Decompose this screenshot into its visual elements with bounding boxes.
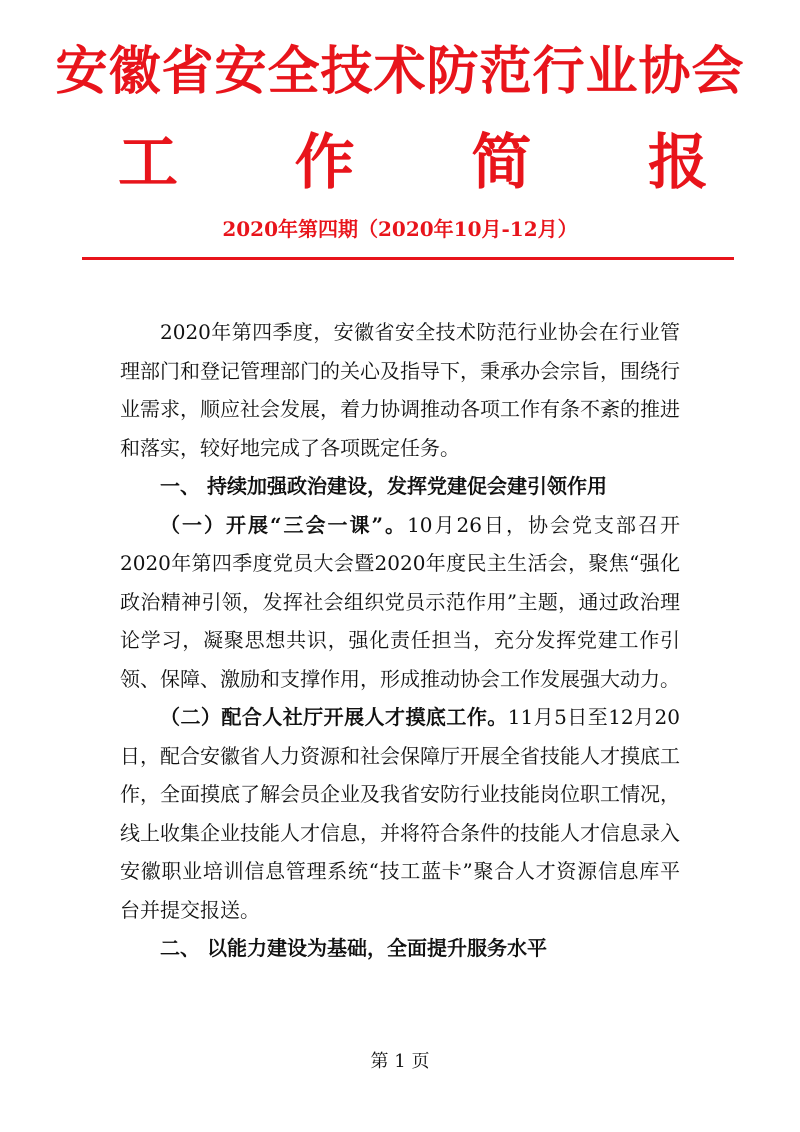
brief-title-char: 简	[471, 128, 532, 198]
page-number: 第 1 页	[370, 1051, 430, 1072]
section-heading: 一、 持续加强政治建设，发挥党建促会建引领作用	[160, 474, 607, 498]
intro-paragraph: 2020年第四季度，安徽省安全技术防范行业协会在行业管理部门和登记管理部门的关心及指导下，秉承办会宗旨，围绕行业需求，顺应社会发展，着力协调推动各项工作有条不紊的推进和落实，较好地完成了各项既定任务。	[120, 320, 680, 460]
header-divider	[82, 257, 734, 260]
brief-title-char: 工	[118, 128, 178, 198]
work-brief-title	[118, 123, 708, 203]
body-paragraph	[120, 506, 680, 699]
section-heading: 二、 以能力建设为基础，全面提升服务水平	[160, 936, 547, 960]
brief-title-char: 作	[294, 128, 355, 198]
body-paragraph	[120, 698, 680, 929]
issue-number: 2020年第四期（2020年10月-12月）	[222, 217, 578, 241]
item-lead: （一）开展“三会一课”。	[160, 512, 408, 537]
item-text: 11月5日至12月20日，配合安徽省人力资源和社会保障厅开展全省技能人才摸底工作，全面摸底了解会员企业及我省安防行业技能岗位职工情况，线上收集企业技能人才信息，并将符合条件的技能人才信息录入安徽职业培训信息管理系统“技工蓝卡”聚合人才资源信息库平台并提交报送。	[120, 705, 681, 922]
organization-title: 安徽省安全技术防范行业协会	[55, 41, 745, 102]
brief-title-char: 报	[647, 128, 708, 198]
item-text: 10月26日，协会党支部召开2020年第四季度党员大会暨2020年度民主生活会，聚焦“强化政治精神引领，发挥社会组织党员示范作用”主题，通过政治理论学习，凝聚思想共识，强化责任担当，充分发挥党建工作引领、保障、激励和支撑作用，形成推动协会工作发展强大动力。	[120, 512, 680, 691]
item-lead: （二）配合人社厅开展人才摸底工作。	[160, 705, 508, 729]
document-body	[120, 313, 680, 968]
